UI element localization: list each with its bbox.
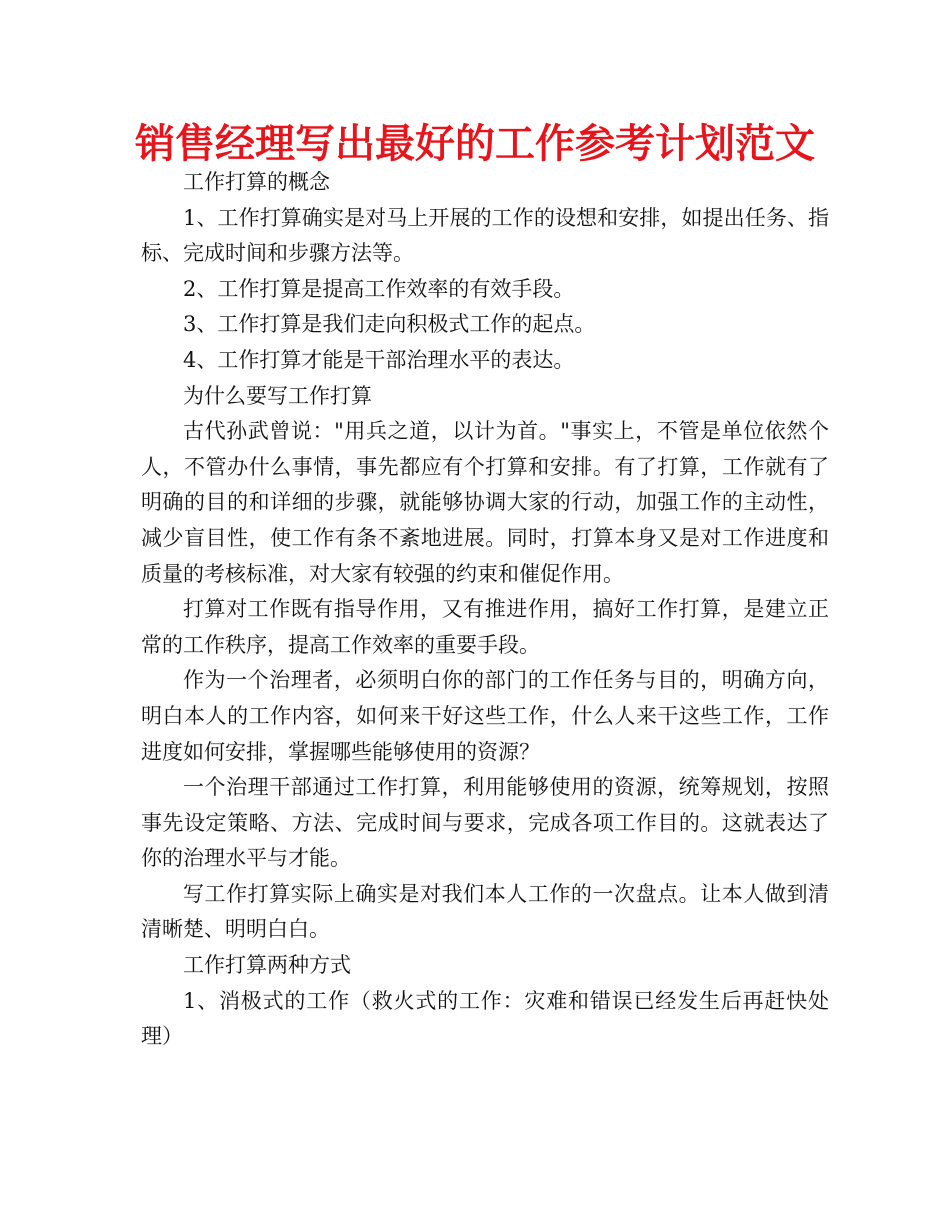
document-title: 销售经理写出最好的工作参考计划范文	[135, 121, 815, 167]
paragraph: 3、工作打算是我们走向积极式工作的起点。	[183, 312, 596, 337]
paragraph: 1、工作打算确实是对马上开展的工作的设想和安排，如提出任务、指标、完成时间和步骤方法等。	[141, 205, 829, 266]
paragraph: 作为一个治理者，必须明白你的部门的工作任务与目的，明确方向，明白本人的工作内容，如何来干好这些工作，什么人来干这些工作，工作进度如何安排，掌握哪些能够使用的资源？	[141, 668, 829, 764]
paragraph: 为什么要写工作打算	[183, 383, 372, 408]
paragraph: 打算对工作既有指导作用，又有推进作用，搞好工作打算，是建立正常的工作秩序，提高工作效率的重要手段。	[141, 597, 829, 657]
paragraph: 一个治理干部通过工作打算，利用能够使用的资源，统筹规划，按照事先设定策略、方法、完成时间与要求，完成各项工作目的。这就表达了你的治理水平与才能。	[141, 775, 829, 871]
paragraph: 4、工作打算才能是干部治理水平的表达。	[183, 347, 575, 372]
paragraph: 工作打算两种方式	[183, 953, 351, 978]
paragraph: 古代孙武曾说："用兵之道，以计为首。"事实上，不管是单位依然个人，不管办什么事情，事先都应有个打算和安排。有了打算，工作就有了明确的目的和详细的步骤，就能够协调大家的行动，加强工作的主动性，减少盲目性，使工作有条不紊地进展。同时，打算本身又是对工作进度和质量的考核标准，对大家有较强的约束和催促作用。	[141, 419, 829, 586]
paragraph: 2、工作打算是提高工作效率的有效手段。	[183, 276, 575, 301]
document-body	[141, 165, 829, 1055]
paragraph: 1、消极式的工作（救火式的工作：灾难和错误已经发生后再赶快处理）	[141, 988, 829, 1049]
paragraph: 工作打算的概念	[183, 170, 330, 194]
paragraph: 写工作打算实际上确实是对我们本人工作的一次盘点。让本人做到清清晰楚、明明白白。	[141, 881, 829, 942]
